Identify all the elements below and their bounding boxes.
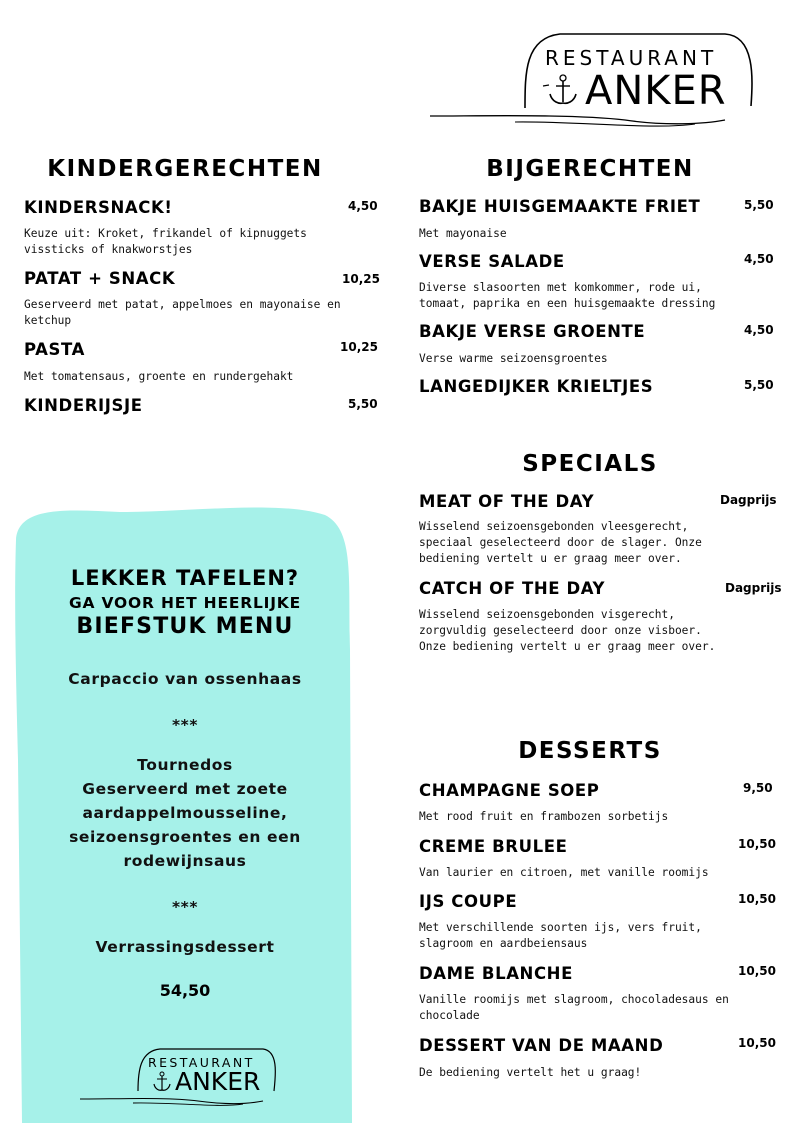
menu-item-ijs-coupe bbox=[419, 892, 776, 950]
menu-item-kindersnack bbox=[24, 198, 380, 256]
item-description: Met rood fruit en frambozen sorbetijs bbox=[419, 810, 669, 823]
item-description: Wisselend seizoensgebonden visgerecht, zorgvuldig geselecteerd door onze visboer. Onze bediening vertelt u er graag meer over. bbox=[419, 608, 716, 653]
menu-separator: *** bbox=[171, 898, 199, 916]
item-price: 10,50 bbox=[738, 964, 776, 978]
anchor-icon bbox=[543, 75, 576, 103]
item-name: MEAT OF THE DAY bbox=[419, 492, 595, 511]
menu-course-main-desc: Geserveerd met zoete bbox=[82, 780, 288, 798]
restaurant-logo bbox=[425, 28, 765, 132]
section-title-desserts: DESSERTS bbox=[518, 738, 662, 764]
menu-item-creme-brulee bbox=[419, 837, 776, 879]
item-price: 5,50 bbox=[744, 198, 774, 212]
menu-item-dame-blanche bbox=[419, 964, 776, 1022]
menu-item-catch-of-the-day bbox=[419, 579, 784, 653]
item-price: 10,25 bbox=[342, 272, 380, 286]
item-description: Geserveerd met patat, appelmoes en mayonaise en ketchup bbox=[24, 298, 341, 327]
item-name: CREME BRULEE bbox=[419, 837, 568, 856]
item-price: Dagprijs bbox=[725, 581, 782, 595]
biefstuk-menu bbox=[20, 566, 350, 1000]
logo-bottom-text-small: ANKER bbox=[175, 1067, 261, 1096]
menu-course-starter: Carpaccio van ossenhaas bbox=[68, 670, 302, 688]
item-name: KINDERIJSJE bbox=[24, 396, 143, 415]
item-name: DAME BLANCHE bbox=[419, 964, 573, 983]
item-description: Diverse slasoorten met komkommer, rode ui, tomaat, paprika en een huisgemaakte dressing bbox=[419, 281, 716, 310]
item-price: 4,50 bbox=[348, 199, 378, 213]
menu-item-dessert-van-de-maand bbox=[419, 1036, 776, 1079]
item-price: 4,50 bbox=[744, 323, 774, 337]
menu-item-kinderijsje bbox=[24, 396, 380, 415]
logo-bottom-text: ANKER bbox=[585, 68, 727, 114]
menu-course-main-desc: rodewijnsaus bbox=[123, 852, 247, 870]
item-price: 4,50 bbox=[744, 252, 774, 266]
item-description: Met verschillende soorten ijs, vers fruit, slagroom en aardbeiensaus bbox=[419, 921, 702, 950]
item-name: IJS COUPE bbox=[419, 892, 518, 911]
menu-item-champagne-soep bbox=[419, 781, 775, 823]
menu-course-main-title: Tournedos bbox=[137, 756, 233, 774]
item-price: 9,50 bbox=[743, 781, 773, 795]
item-name: DESSERT VAN DE MAAND bbox=[419, 1036, 664, 1055]
item-description: Van laurier en citroen, met vanille roomijs bbox=[419, 866, 709, 879]
item-name: BAKJE HUISGEMAAKTE FRIET bbox=[419, 197, 701, 216]
menu-course-main-desc: seizoensgroentes en een bbox=[69, 828, 301, 846]
menu-course-main-desc: aardappelmousseline, bbox=[82, 804, 288, 822]
menu-item-pasta bbox=[24, 340, 380, 383]
item-price: 5,50 bbox=[744, 378, 774, 392]
anchor-icon bbox=[154, 1072, 170, 1090]
menu-course-dessert: Verrassingsdessert bbox=[95, 938, 275, 956]
item-name: CHAMPAGNE SOEP bbox=[419, 781, 600, 800]
item-description: Met mayonaise bbox=[419, 227, 507, 240]
item-price: 10,25 bbox=[340, 340, 378, 354]
item-description: Vanille roomijs met slagroom, chocoladesaus en chocolade bbox=[419, 993, 729, 1022]
menu-item-friet bbox=[419, 197, 775, 240]
section-title-specials: SPECIALS bbox=[522, 451, 658, 477]
item-name: PASTA bbox=[24, 340, 85, 359]
item-description: De bediening vertelt het u graag! bbox=[419, 1066, 642, 1079]
item-name: CATCH OF THE DAY bbox=[419, 579, 606, 598]
item-price: Dagprijs bbox=[720, 493, 777, 507]
item-price: 10,50 bbox=[738, 892, 776, 906]
item-price: 10,50 bbox=[738, 837, 776, 851]
item-description: Met tomatensaus, groente en rundergehakt bbox=[24, 370, 294, 383]
item-name: LANGEDIJKER KRIELTJES bbox=[419, 377, 654, 396]
item-price: 5,50 bbox=[348, 397, 378, 411]
item-description: Keuze uit: Kroket, frikandel of kipnuggets vissticks of knakworstjes bbox=[24, 227, 307, 256]
menu-item-patat-snack bbox=[24, 269, 380, 327]
menu-item-krieltjes bbox=[419, 377, 775, 396]
logo-top-text-small: RESTAURANT bbox=[148, 1055, 255, 1070]
item-price: 10,50 bbox=[738, 1036, 776, 1050]
menu-title-line3: BIEFSTUK MENU bbox=[76, 614, 294, 639]
menu-item-verse-groente bbox=[419, 322, 775, 365]
item-name: VERSE SALADE bbox=[419, 252, 565, 271]
menu-item-meat-of-the-day bbox=[419, 492, 784, 565]
item-description: Verse warme seizoensgroentes bbox=[419, 352, 608, 365]
section-title-bijgerechten: BIJGERECHTEN bbox=[486, 156, 694, 182]
menu-separator: *** bbox=[171, 716, 199, 734]
menu-item-verse-salade bbox=[419, 252, 775, 310]
logo-top-text: RESTAURANT bbox=[545, 46, 718, 70]
menu-price: 54,50 bbox=[159, 981, 211, 1000]
menu-title-line2: GA VOOR HET HEERLIJKE bbox=[69, 594, 301, 612]
item-description: Wisselend seizoensgebonden vleesgerecht, speciaal geselecteerd door de slager. Onze bediening vertelt u er graag meer over. bbox=[419, 520, 702, 565]
section-title-kindergerechten: KINDERGERECHTEN bbox=[47, 156, 323, 182]
restaurant-logo-small bbox=[78, 1045, 288, 1109]
menu-title-line1: LEKKER TAFELEN? bbox=[70, 566, 300, 590]
item-name: PATAT + SNACK bbox=[24, 269, 176, 288]
item-name: KINDERSNACK! bbox=[24, 198, 173, 217]
item-name: BAKJE VERSE GROENTE bbox=[419, 322, 646, 341]
